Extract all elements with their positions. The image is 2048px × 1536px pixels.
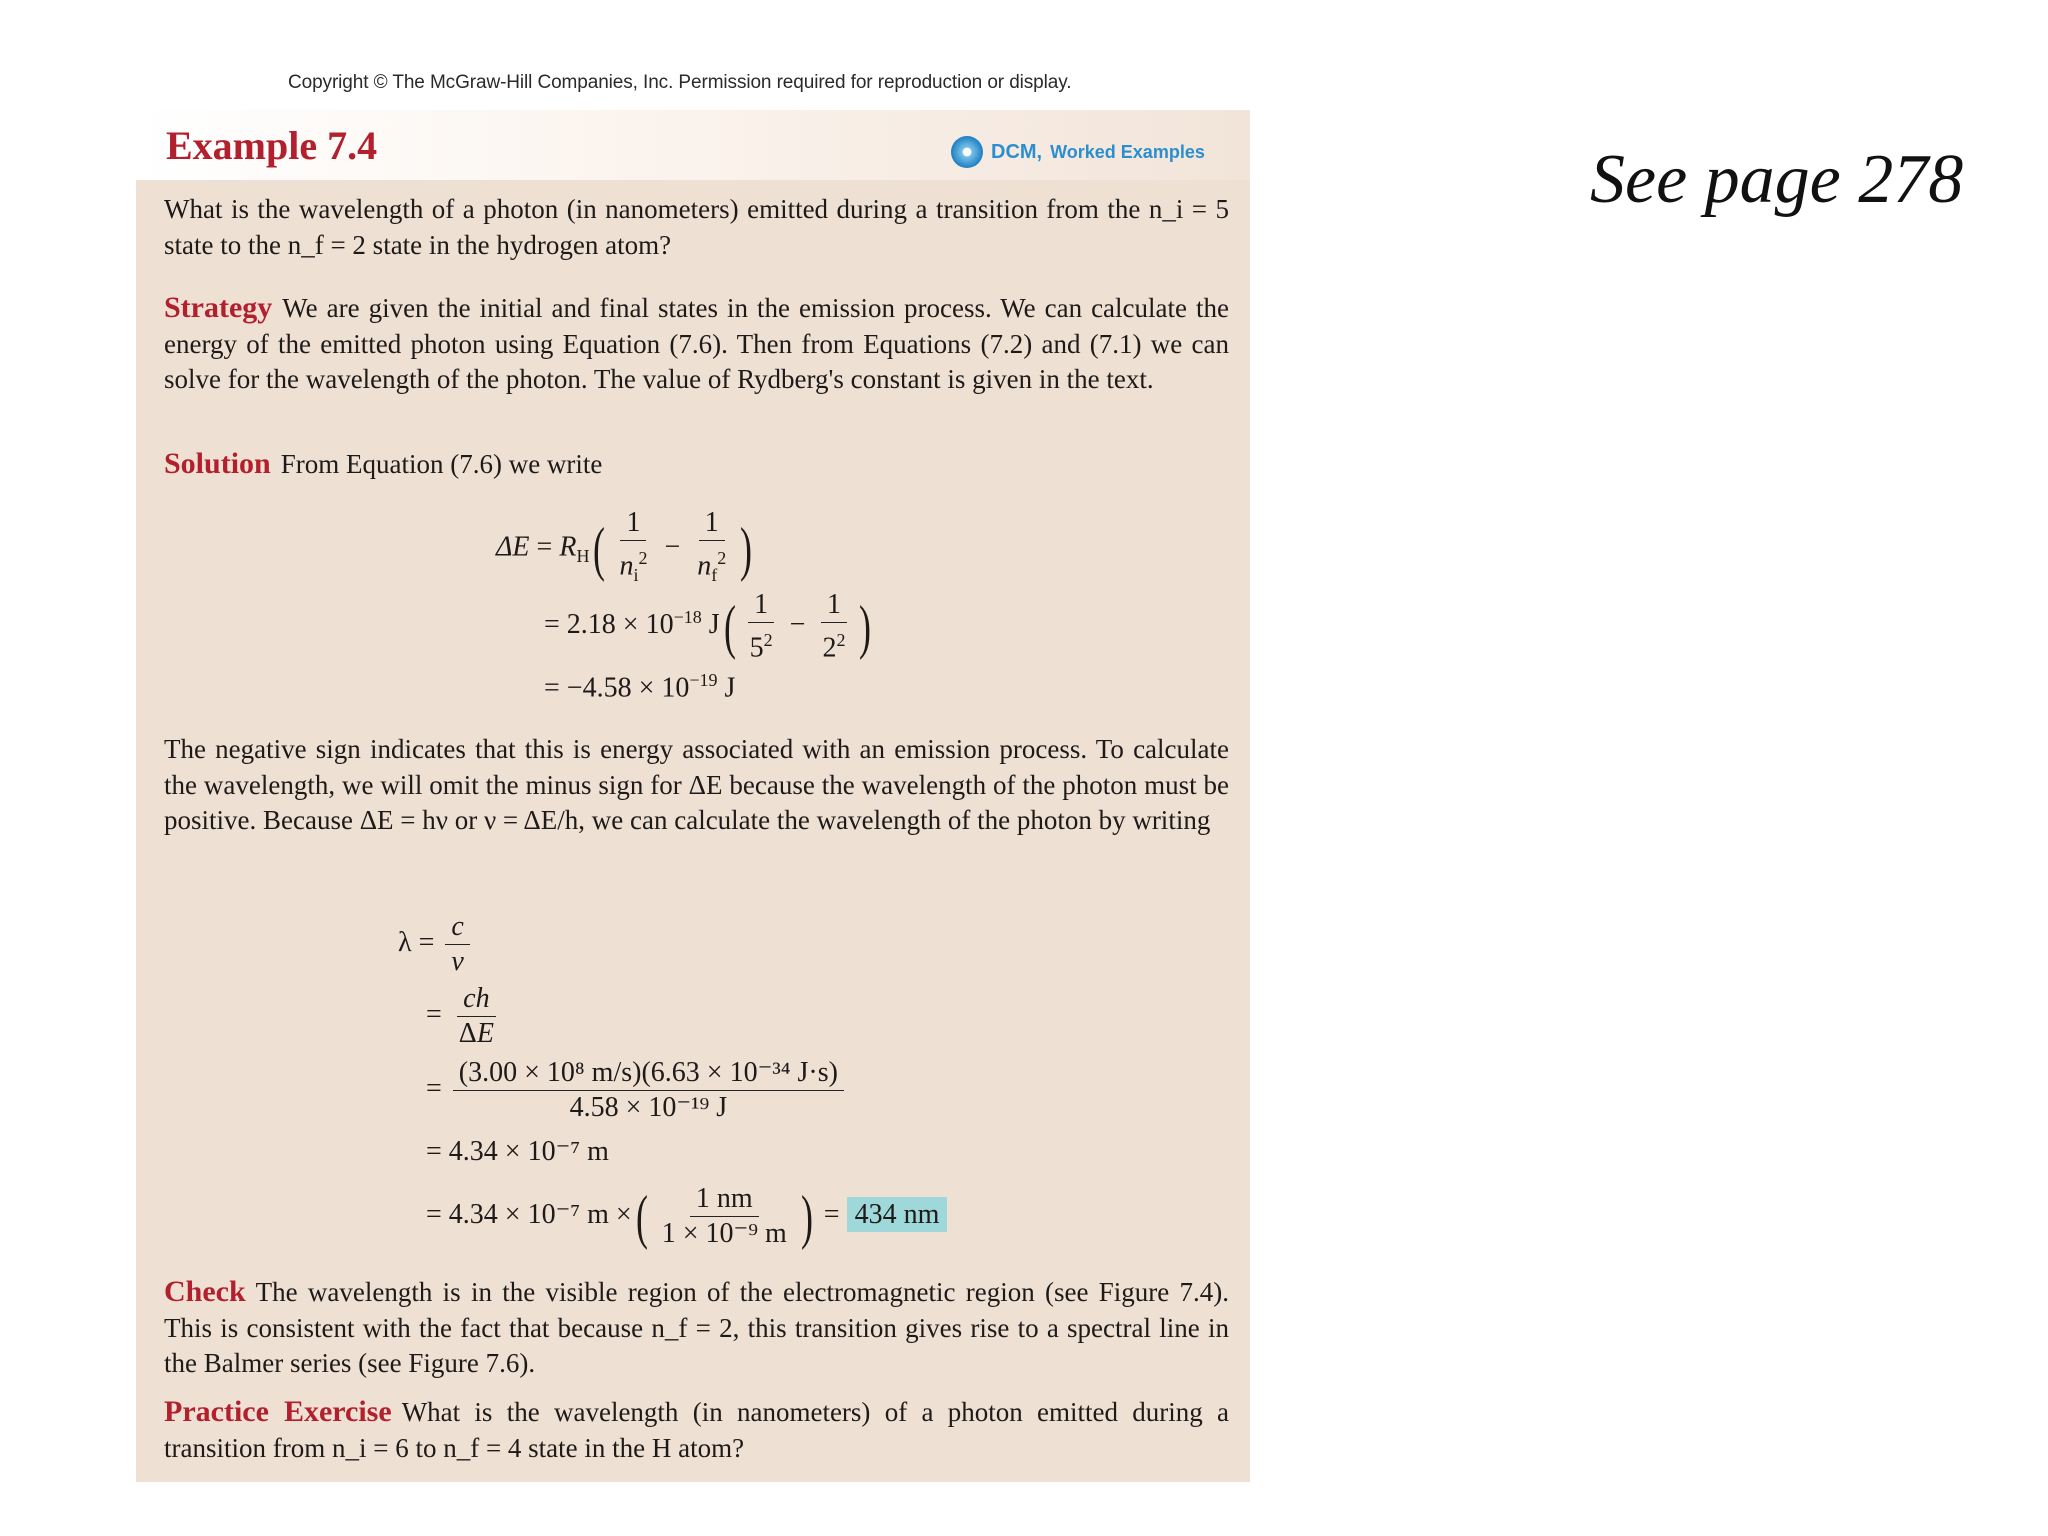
solution-paragraph bbox=[164, 446, 1229, 483]
wavelength-result-2: = 4.34 × 10⁻⁷ m ×( $\frac{1 nm}{\text{1 × 10⁻⁹ m}}$ ) = 434 nm bbox=[426, 1182, 947, 1251]
answer-highlight: 434 nm bbox=[847, 1197, 948, 1232]
dcm-label: DCM, bbox=[991, 140, 1043, 163]
energy-line-2-prefix: = 2.18 × 10 bbox=[544, 609, 674, 641]
wavelength-line-2: = $\frac{ch}{\Delta E}$ bbox=[426, 983, 494, 1049]
page-reference: See page 278 bbox=[1590, 141, 1964, 218]
strategy-paragraph bbox=[164, 290, 1229, 398]
conversion-numerator: 1 nm bbox=[690, 1182, 759, 1217]
energy-line-3-exponent: −19 bbox=[689, 670, 718, 690]
energy-equation-line-3 bbox=[544, 670, 735, 704]
solution-label: Solution bbox=[164, 447, 271, 480]
check-paragraph bbox=[164, 1274, 1229, 1382]
practice-paragraph bbox=[164, 1394, 1229, 1466]
wavelength-result-2-prefix: = 4.34 × 10⁻⁷ m × bbox=[426, 1198, 632, 1230]
practice-label: Practice Exercise bbox=[164, 1395, 392, 1428]
strategy-label: Strategy bbox=[164, 291, 273, 324]
energy-line-3-unit: J bbox=[724, 672, 736, 704]
energy-line-2-exponent: −18 bbox=[673, 606, 702, 627]
wavelength-denominator: 4.58 × 10⁻¹⁹ J bbox=[569, 1092, 728, 1123]
copyright-notice: Copyright © The McGraw-Hill Companies, Inc. Permission required for reproduction or display. bbox=[288, 72, 1072, 93]
example-title: Example 7.4 bbox=[166, 123, 378, 168]
wavelength-line-3: = $\frac{\text{(3.00 × 10⁸ m/s)(6.63 × 10⁻³⁴ J·s)}}{\text{4.58 × 10⁻¹⁹ J}}$ bbox=[426, 1056, 848, 1125]
question-text: What is the wavelength of a photon (in nanometers) emitted during a transition from the n_i = 5 state to the n_f = 2 state in the hydrogen atom? bbox=[164, 194, 1229, 260]
energy-equation-line-1: $\Delta E = R_H$( $\frac{1}{n_i^2}$ − $\frac{1}{n_f^2}$ ) bbox=[496, 507, 753, 585]
explanation-paragraph: The negative sign indicates that this is energy associated with an emission process. To calculate the wavelength, we will omit the minus sign for ΔE because the wavelength of the photon must be positive. Because ΔE = hν or ν = ΔE/h, we can calculate the wavelength of the photon by writing bbox=[164, 734, 1229, 835]
wavelength-numerator: (3.00 × 10⁸ m/s)(6.63 × 10⁻³⁴ J·s) bbox=[453, 1056, 844, 1091]
dcm-badge[interactable] bbox=[951, 136, 1205, 168]
cd-icon bbox=[951, 136, 983, 168]
solution-text: From Equation (7.6) we write bbox=[280, 449, 603, 479]
wavelength-result-1: = 4.34 × 10⁻⁷ m bbox=[426, 1136, 609, 1167]
practice-text: What is the wavelength (in nanometers) of a photon emitted during a transition from n_i = 6 to n_f = 4 state in the H atom? bbox=[164, 1397, 1230, 1463]
energy-equation-line-2: = $2.18 \times 10^{-18}$ J( $\frac{1}{5^2}$ − $\frac{1}{2^2}$ ) bbox=[544, 589, 872, 664]
check-text: The wavelength is in the visible region of the electromagnetic region (see Figure 7.4). This is consistent with the fact that because n_f = 2, this transition gives rise to a spectral line in the Balmer series (see Figure 7.6). bbox=[164, 1277, 1229, 1378]
conversion-denominator: 1 × 10⁻⁹ m bbox=[661, 1218, 787, 1249]
energy-line-2-unit: J bbox=[708, 609, 720, 641]
worked-examples-label: Worked Examples bbox=[1050, 141, 1205, 162]
strategy-text: We are given the initial and final states in the emission process. We can calculate the energy of the emitted photon using Equation (7.6). Then from Equations (7.2) and (7.1) we can solve for the wavelength of the photon. The value of Rydberg's constant is given in the text. bbox=[164, 293, 1229, 394]
check-label: Check bbox=[164, 1275, 246, 1308]
example-panel bbox=[136, 110, 1250, 1482]
wavelength-line-1: λ = $\frac{c}{\nu}$ bbox=[398, 910, 474, 979]
energy-line-3-prefix: = −4.58 × 10 bbox=[544, 672, 690, 704]
